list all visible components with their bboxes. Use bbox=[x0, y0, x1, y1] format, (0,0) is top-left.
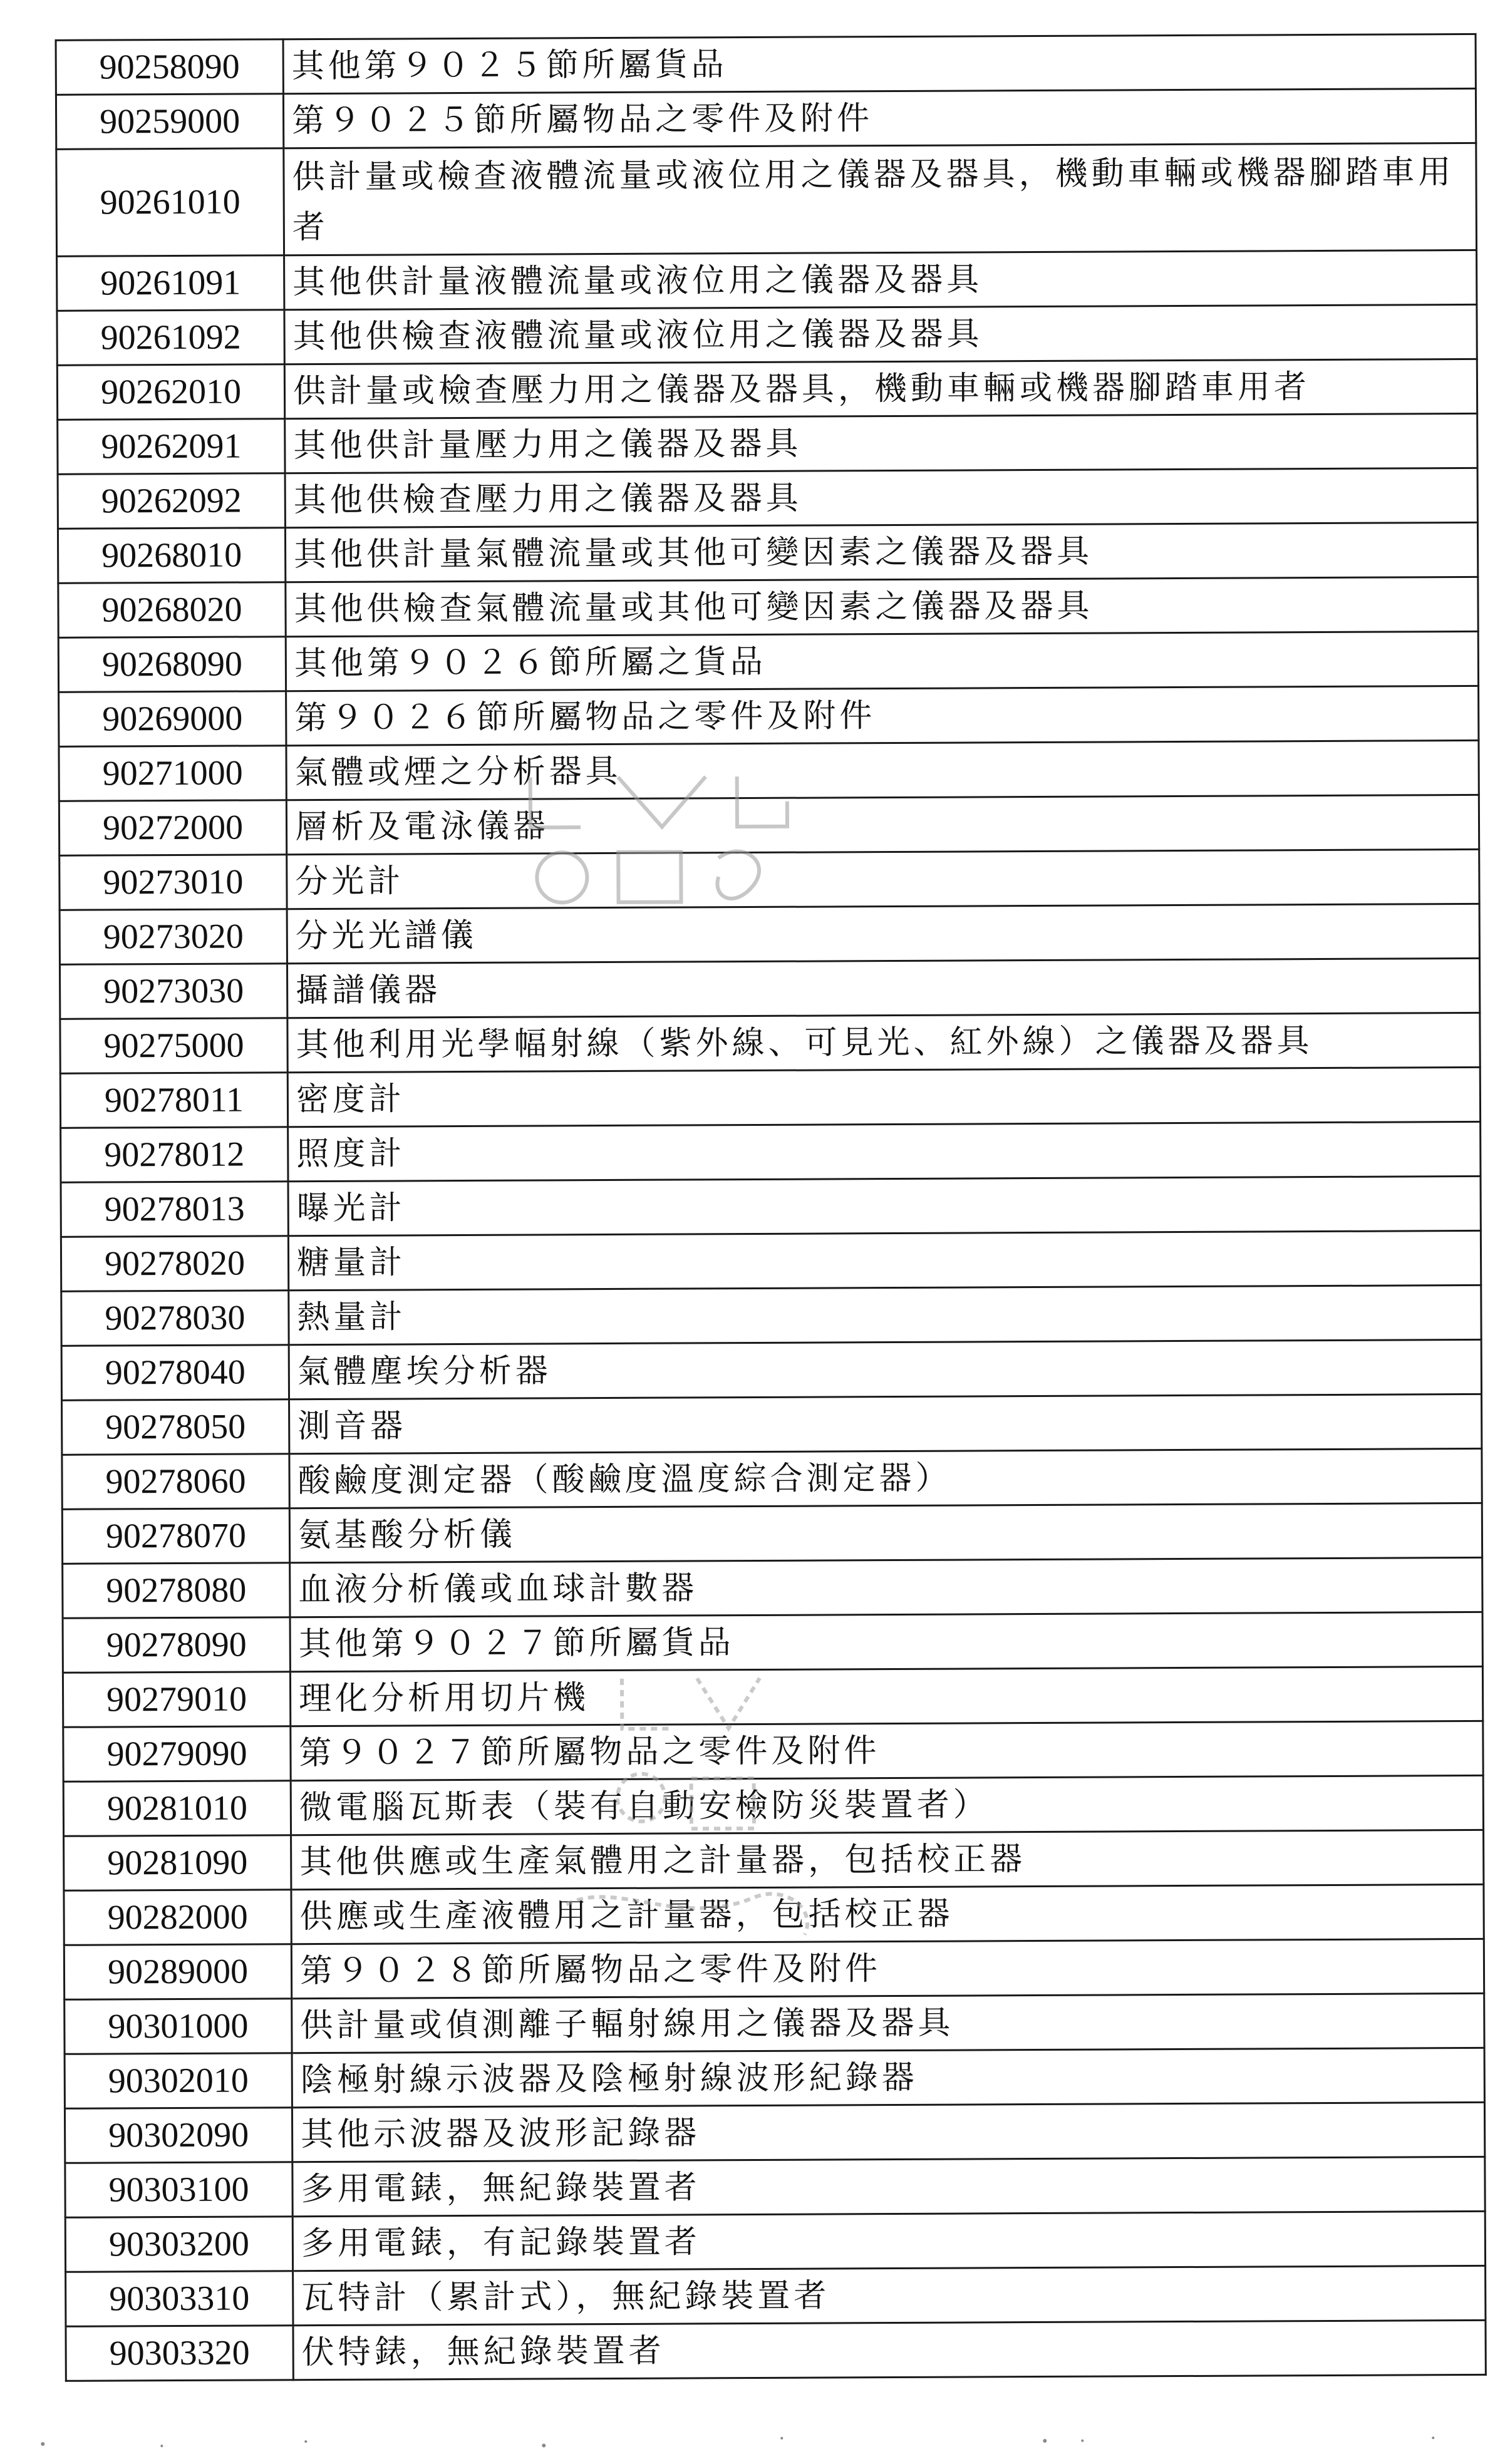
tariff-code-cell: 90282000 bbox=[64, 1890, 291, 1946]
description-cell: 其他第９０２７節所屬貨品 bbox=[290, 1612, 1482, 1671]
description-cell: 攝譜儀器 bbox=[287, 958, 1479, 1018]
description-cell: 熱量計 bbox=[289, 1285, 1481, 1344]
description-cell: 其他供計量壓力用之儀器及器具 bbox=[285, 413, 1477, 473]
tariff-code-cell: 90262092 bbox=[58, 473, 285, 529]
table-row bbox=[60, 1067, 1480, 1128]
description-cell: 其他供計量氣體流量或其他可變因素之儀器及器具 bbox=[285, 522, 1477, 582]
description-cell: 氣體塵埃分析器 bbox=[289, 1339, 1481, 1399]
tariff-code-cell: 90278030 bbox=[61, 1291, 289, 1346]
table-row bbox=[65, 2048, 1484, 2108]
table-row bbox=[65, 2102, 1484, 2163]
tariff-code-cell: 90271000 bbox=[59, 746, 286, 802]
description-cell: 第９０２５節所屬物品之零件及附件 bbox=[283, 88, 1476, 148]
table-row bbox=[59, 795, 1479, 855]
tariff-code-cell: 90279090 bbox=[63, 1726, 291, 1782]
description-cell: 測音器 bbox=[289, 1394, 1482, 1453]
tariff-code-cell: 90281090 bbox=[64, 1835, 291, 1891]
table-row bbox=[66, 2320, 1486, 2381]
table-row bbox=[63, 1775, 1483, 1836]
description-cell: 分光計 bbox=[287, 849, 1479, 909]
description-cell: 其他供計量液體流量或液位用之儀器及器具 bbox=[284, 250, 1477, 309]
tariff-code-cell: 90302090 bbox=[65, 2108, 292, 2163]
tariff-code-table bbox=[55, 33, 1487, 2382]
tariff-code-cell: 90303100 bbox=[65, 2162, 292, 2218]
tariff-code-cell: 90278060 bbox=[62, 1454, 289, 1510]
table-row bbox=[59, 686, 1479, 746]
tariff-code-cell: 90278080 bbox=[63, 1563, 290, 1619]
table-row bbox=[58, 468, 1477, 528]
tariff-code-cell: 90261091 bbox=[57, 255, 284, 311]
description-cell: 曝光計 bbox=[288, 1176, 1481, 1235]
tariff-code-cell: 90302010 bbox=[65, 2053, 292, 2109]
tariff-code-cell: 90269000 bbox=[59, 691, 286, 747]
tariff-code-cell: 90259000 bbox=[56, 94, 283, 150]
table-row bbox=[58, 577, 1478, 637]
table-row bbox=[65, 2157, 1485, 2217]
table-row bbox=[61, 1176, 1481, 1237]
table-row bbox=[57, 304, 1477, 365]
table-row bbox=[63, 1557, 1482, 1618]
table-row bbox=[58, 413, 1477, 474]
tariff-code-cell: 90258090 bbox=[56, 39, 283, 95]
table-row bbox=[59, 740, 1479, 801]
tariff-code-cell: 90278011 bbox=[60, 1073, 287, 1128]
description-cell: 供計量或偵測離子輻射線用之儀器及器具 bbox=[292, 1993, 1484, 2053]
table-row bbox=[59, 904, 1479, 964]
description-cell: 其他供檢查氣體流量或其他可變因素之儀器及器具 bbox=[286, 577, 1478, 636]
tariff-code-cell: 90278050 bbox=[62, 1400, 289, 1455]
description-cell: 其他示波器及波形記錄器 bbox=[292, 2102, 1484, 2162]
description-cell: 陰極射線示波器及陰極射線波形紀錄器 bbox=[292, 2048, 1484, 2107]
tariff-code-cell: 90268090 bbox=[58, 637, 286, 693]
tariff-code-cell: 90279010 bbox=[63, 1672, 290, 1728]
table-row bbox=[64, 1939, 1484, 1999]
description-cell: 分光光譜儀 bbox=[287, 904, 1479, 963]
tariff-code-cell: 90278040 bbox=[61, 1345, 289, 1401]
table-row bbox=[57, 250, 1477, 311]
description-cell: 供計量或檢查液體流量或液位用之儀器及器具，機動車輛或機器腳踏車用者 bbox=[284, 143, 1477, 255]
tariff-code-cell: 90303310 bbox=[66, 2271, 293, 2327]
table-row bbox=[61, 1339, 1481, 1400]
table-row bbox=[56, 34, 1476, 95]
tariff-code-cell: 90278020 bbox=[61, 1236, 288, 1292]
tariff-code-cell: 90301000 bbox=[65, 1999, 292, 2054]
tariff-code-cell: 90278070 bbox=[62, 1508, 289, 1564]
description-cell: 伏特錶，無紀錄裝置者 bbox=[293, 2320, 1486, 2379]
description-cell: 理化分析用切片機 bbox=[290, 1666, 1482, 1726]
table-row bbox=[62, 1448, 1482, 1509]
description-cell: 第９０２８節所屬物品之零件及附件 bbox=[291, 1939, 1484, 1998]
description-cell: 第９０２７節所屬物品之零件及附件 bbox=[291, 1721, 1483, 1780]
tariff-code-cell: 90262010 bbox=[57, 364, 284, 420]
table-body bbox=[56, 34, 1486, 2381]
table-row bbox=[63, 1721, 1483, 1781]
tariff-code-cell: 90303200 bbox=[65, 2217, 292, 2272]
description-cell: 其他第９０２５節所屬貨品 bbox=[283, 34, 1476, 93]
table-row bbox=[62, 1394, 1482, 1455]
description-cell: 氣體或煙之分析器具 bbox=[286, 740, 1479, 800]
table-row bbox=[56, 143, 1477, 256]
description-cell: 第９０２６節所屬物品之零件及附件 bbox=[286, 686, 1479, 745]
description-cell: 瓦特計（累計式），無紀錄裝置者 bbox=[293, 2266, 1486, 2325]
table-row bbox=[61, 1230, 1481, 1291]
table-row bbox=[61, 1285, 1481, 1346]
description-cell: 血液分析儀或血球計數器 bbox=[290, 1557, 1482, 1617]
tariff-code-cell: 90273020 bbox=[59, 909, 287, 965]
tariff-code-cell: 90272000 bbox=[59, 800, 286, 856]
tariff-code-cell: 90275000 bbox=[60, 1018, 287, 1074]
tariff-code-cell: 90262091 bbox=[58, 419, 285, 475]
table-row bbox=[64, 1884, 1484, 1945]
table-row bbox=[61, 1121, 1481, 1182]
tariff-code-cell: 90273010 bbox=[59, 855, 287, 910]
description-cell: 多用電錶，有記錄裝置者 bbox=[292, 2211, 1485, 2271]
table-row bbox=[63, 1666, 1482, 1727]
table-row bbox=[65, 2211, 1485, 2272]
table-row bbox=[65, 1993, 1484, 2054]
description-cell: 其他供檢查液體流量或液位用之儀器及器具 bbox=[284, 304, 1477, 364]
description-cell: 密度計 bbox=[287, 1067, 1480, 1126]
table-row bbox=[63, 1612, 1482, 1673]
tariff-code-cell: 90278012 bbox=[61, 1127, 288, 1183]
description-cell: 氨基酸分析儀 bbox=[289, 1503, 1482, 1562]
description-cell: 其他供應或生產氣體用之計量器，包括校正器 bbox=[291, 1830, 1484, 1889]
table-row bbox=[62, 1503, 1482, 1564]
description-cell: 其他供檢查壓力用之儀器及器具 bbox=[285, 468, 1477, 527]
description-cell: 酸鹼度測定器（酸鹼度溫度綜合測定器） bbox=[289, 1448, 1482, 1508]
description-cell: 層析及電泳儀器 bbox=[286, 795, 1479, 854]
table-row bbox=[58, 522, 1477, 583]
tariff-code-cell: 90278090 bbox=[63, 1617, 290, 1673]
tariff-code-cell: 90303320 bbox=[66, 2326, 293, 2381]
table-row bbox=[56, 88, 1476, 149]
description-cell: 照度計 bbox=[288, 1121, 1481, 1181]
tariff-code-cell: 90268010 bbox=[58, 528, 285, 584]
table-row bbox=[60, 1013, 1480, 1073]
description-cell: 供應或生產液體用之計量器，包括校正器 bbox=[291, 1884, 1484, 1944]
tariff-code-cell: 90268020 bbox=[58, 582, 286, 638]
tariff-code-cell: 90289000 bbox=[64, 1944, 291, 2000]
table-row bbox=[66, 2266, 1486, 2326]
tariff-code-cell: 90278013 bbox=[61, 1182, 288, 1237]
tariff-code-cell: 90261092 bbox=[57, 310, 284, 366]
table-row bbox=[64, 1830, 1484, 1890]
description-cell: 糖量計 bbox=[288, 1230, 1481, 1290]
table-row bbox=[59, 849, 1479, 910]
table-row bbox=[59, 958, 1479, 1019]
description-cell: 其他第９０２６節所屬之貨品 bbox=[286, 631, 1478, 691]
description-cell: 供計量或檢查壓力用之儀器及器具，機動車輛或機器腳踏車用者 bbox=[284, 359, 1477, 418]
tariff-code-cell: 90273030 bbox=[59, 964, 287, 1019]
description-cell: 其他利用光學幅射線（紫外線、可見光、紅外線）之儀器及器具 bbox=[287, 1013, 1480, 1072]
scan-noise bbox=[5, 2426, 1510, 2458]
table-row bbox=[58, 631, 1478, 692]
tariff-code-cell: 90281010 bbox=[63, 1781, 291, 1837]
tariff-code-cell: 90261010 bbox=[56, 148, 284, 257]
table-row bbox=[57, 359, 1477, 420]
description-cell: 微電腦瓦斯表（裝有自動安檢防災裝置者） bbox=[291, 1775, 1483, 1835]
description-cell: 多用電錶，無紀錄裝置者 bbox=[292, 2157, 1485, 2216]
